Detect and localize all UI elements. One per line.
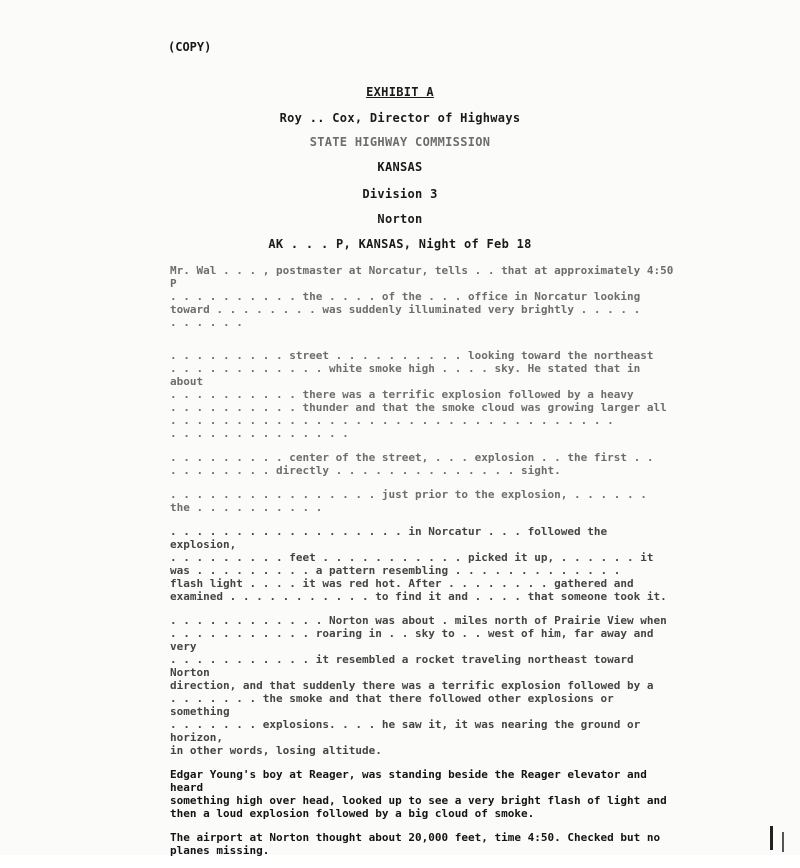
paragraph-street-observer: . . . . . . . . . street . . . . . . . . . . looking toward the northeast . . . . . . . . . . . . white smoke high . . . . sky. He stated that in about . . . . . . . . . . there was a terrific explosion followed by a heavy . . . . . . . . . . thunder and that the smoke cloud was growing larger all . . . . . . . . . . . . . . . . . . . . . . . . . . . . . . . . . . . . . . . . . . . . . . . . [170,349,667,440]
commission-line: STATE HIGHWAY COMMISSION [309,135,491,149]
exhibit-heading [0,85,800,99]
director-line: Roy .. Cox, Director of Highways [279,111,521,125]
paragraph-airport: The airport at Norton thought about 20,000 feet, time 4:50. Checked but no planes missing. [170,831,661,857]
division-line: Division 3 [362,187,438,201]
scan-edge-mark [770,826,773,850]
paragraph-prairie-view: . . . . . . . . . . . . Norton was about . miles north of Prairie View when . . . . . . . . . . . roaring in . . sky to . . west of him, far away and very . . . . . . . . . . . it resembled a rocket traveling northeast toward Norton direction, and that suddenly there was a terrific explosion followed by a . . . . . . . the smoke and that there followed other explosions or something . . . . . . . explosions. . . . he saw it, it was nearing the ground or horizon, in other words, losing altitude. [170,614,667,757]
state-line: KANSAS [377,160,423,174]
paragraph-prior-explosion: . . . . . . . . . . . . . . . . just prior to the explosion, . . . . . . the . . . . . . . . . . [170,488,647,514]
paragraph-postmaster: Mr. Wal . . . , postmaster at Norcatur, tells . . that at approximately 4:50 P . . . . . . . . . . the . . . . of the . . . office in Norcatur looking toward . . . . . . . . was suddenly illuminated very brightly . . . . . . . . . . . [170,264,674,329]
town-line: Norton [377,212,423,226]
exhibit-title: EXHIBIT A [366,85,434,99]
copy-mark: (COPY) [168,40,212,54]
scan-edge-mark-secondary [782,832,784,852]
paragraph-edgar-young: Edgar Young's boy at Reager, was standing beside the Reager elevator and heard something high over head, looked up to see a very bright flash of light and then a loud explosion followed by a big cloud of smoke. [170,768,667,820]
paragraph-fragment-found: . . . . . . . . . . . . . . . . . . in Norcatur . . . followed the explosion, . . . . . . . . . feet . . . . . . . . . . . picked it up, . . . . . . it was . . . . . . . . . a pattern resembling . . . . . . . . . . . . . flash light . . . . it was red hot. After . . . . . . . . gathered and examined . . . . . . . . . . . to find it and . . . . that someone took it. [170,525,667,603]
paragraph-center-street: . . . . . . . . . center of the street, . . . explosion . . the first . . . . . . . . . . directly . . . . . . . . . . . . . . sight. [170,451,654,477]
location-line: AK . . . P, KANSAS, Night of Feb 18 [268,237,532,251]
report-body [170,264,675,868]
